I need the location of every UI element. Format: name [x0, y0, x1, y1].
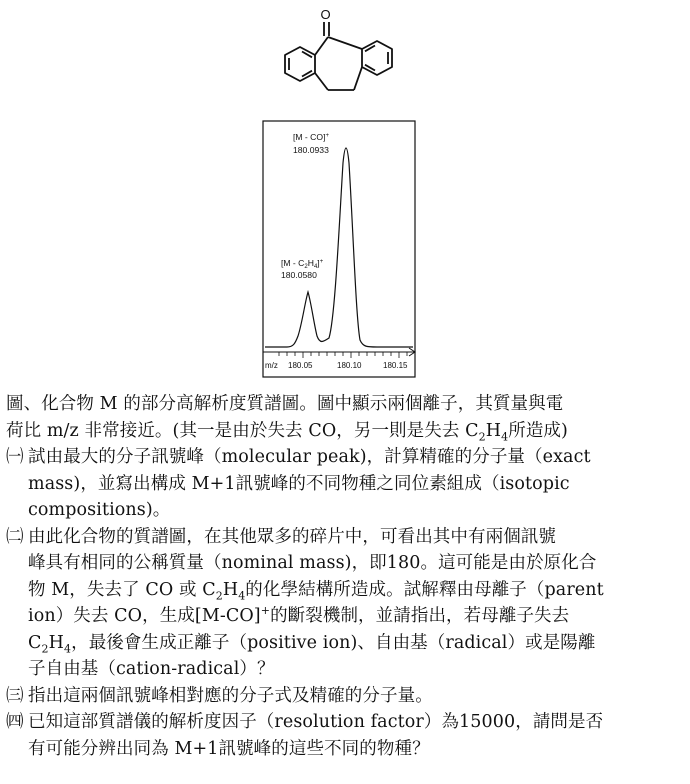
caption-line-1: 圖、化合物 M 的部分高解析度質譜圖。圖中顯示兩個離子，其質量與電: [6, 394, 564, 414]
peak2-value: 180.0933: [293, 145, 329, 155]
question-2-line-6: 子自由基（cation-radical）？: [28, 659, 275, 679]
mass-spectrum-plot: [259, 118, 419, 380]
peak2-label: [M - CO]+: [293, 132, 329, 142]
question-2-line-3: 物 M，失去了 CO 或 $C_2H_4$的化學結構所造成。試解釋由母離子（parent: [28, 579, 604, 602]
figure-caption: [6, 391, 686, 444]
question-4: [6, 709, 686, 762]
question-4-line-2: 有可能分辨出同為 M+1訊號峰的這些不同的物種？: [28, 738, 430, 759]
question-2: [6, 524, 686, 683]
tick-label-180-10: 180.10: [337, 361, 362, 370]
question-1: [6, 444, 686, 524]
x-axis-label: m/z: [265, 361, 278, 370]
question-3-number: ㈢: [6, 685, 24, 706]
question-4-line-1: 已知這部質譜儀的解析度因子（resolution factor）為15000，請問是否: [28, 712, 604, 732]
question-text: [6, 391, 686, 762]
question-3: [6, 683, 686, 710]
oxygen-atom-label: O: [320, 7, 331, 22]
question-2-line-1: 由此化合物的質譜圖，在其他眾多的碎片中，可看出其中有兩個訊號: [28, 526, 556, 547]
caption-line-2: 荷比 m/z 非常接近。(其一是由於失去 CO，另一則是失去 $C_2H_4$所造成): [6, 420, 568, 443]
tick-label-180-15: 180.15: [383, 361, 408, 370]
peak1-value: 180.0580: [281, 270, 317, 280]
tick-label-180-05: 180.05: [288, 361, 313, 370]
question-1-line-3: compositions)。: [28, 500, 171, 520]
peak1-label: $[M - C_2H_4]^+$: [281, 258, 324, 270]
chemical-structure-diagram: [262, 4, 422, 116]
question-1-number: ㈠: [6, 447, 24, 467]
question-3-line-1: 指出這兩個訊號峰相對應的分子式及精確的分子量。: [28, 685, 433, 706]
question-2-line-2: 峰具有相同的公稱質量（nominal mass)，即180。這可能是由於原化合: [28, 553, 597, 573]
question-2-line-5: $C_2H_4$，最後會生成正離子（positive ion)、自由基（radical）或是陽離: [28, 632, 596, 655]
question-2-number: ㈡: [6, 526, 24, 547]
plot-frame: [263, 121, 415, 377]
question-2-line-4: ion）失去 CO，生成[M-CO]+的斷裂機制，並請指出，若母離子失去: [28, 604, 570, 626]
question-1-line-2: mass)，並寫出構成 M+1訊號峰的不同物種之同位素組成（isotopic: [28, 473, 570, 494]
question-1-line-1: 試由最大的分子訊號峰（molecular peak)，計算精確的分子量（exact: [28, 447, 591, 467]
question-4-number: ㈣: [6, 712, 24, 732]
